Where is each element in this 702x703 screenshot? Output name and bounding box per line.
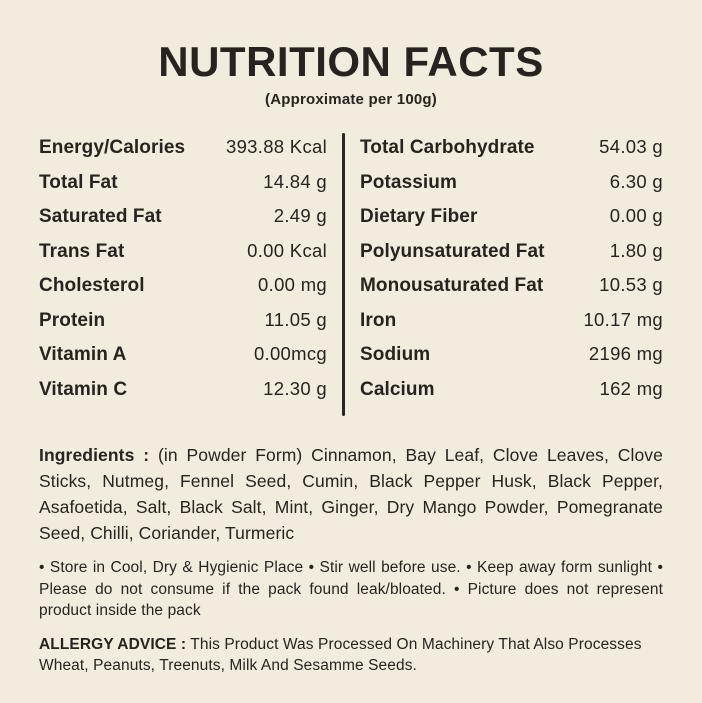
nutrition-table — [39, 133, 663, 416]
nutrient-label: Sodium — [360, 344, 431, 366]
storage-instructions: • Store in Cool, Dry & Hygienic Place • Stir well before use. • Keep away form sunlight • Please do not consume if the pack found leak/bloated. • Picture does not represent product inside the pack — [39, 559, 663, 620]
nutrient-value: 0.00 mg — [258, 274, 327, 296]
nutrient-label: Vitamin A — [39, 344, 127, 366]
nutrient-value: 2196 mg — [588, 343, 663, 365]
nutrient-value: 14.84 g — [263, 170, 327, 192]
page-title: NUTRITION FACTS — [158, 38, 544, 85]
nutrient-label: Saturated Fat — [39, 206, 162, 228]
nutrition-row — [39, 274, 327, 309]
nutrition-row — [360, 171, 663, 206]
nutrition-row — [39, 378, 327, 413]
nutrient-value: 11.05 g — [264, 308, 327, 330]
nutrient-value: 6.30 g — [609, 170, 663, 192]
nutrition-row — [360, 205, 663, 240]
nutrient-value: 2.49 g — [273, 205, 327, 227]
nutrition-row — [39, 205, 327, 240]
nutrition-row — [360, 274, 663, 309]
nutrient-label: Trans Fat — [39, 240, 125, 262]
nutrient-label: Potassium — [360, 171, 457, 193]
ingredients-body: (in Powder Form) Cinnamon, Bay Leaf, Clove Leaves, Clove Sticks, Nutmeg, Fennel Seed, Cumin, Black Pepper Husk, Black Pepper, Asafoetida, Salt, Black Salt, Mint, Ginger, Dry Mango Powder, Pomegranate Seed, Chilli, Coriander, Turmeric — [39, 445, 663, 544]
nutrition-column-right — [360, 133, 663, 416]
nutrient-value: 10.53 g — [599, 274, 663, 296]
nutrient-value: 1.80 g — [609, 239, 663, 261]
nutrient-value: 0.00mcg — [253, 343, 327, 365]
nutrient-label: Vitamin C — [39, 378, 128, 400]
nutrition-row — [360, 378, 663, 413]
nutrition-row — [39, 136, 327, 171]
ingredients-lead: Ingredients : — [39, 445, 150, 466]
allergy-body: This Product Was Processed On Machinery That Also Processes Wheat, Peanuts, Treenuts, Milk And Sesamme Seeds. — [39, 635, 642, 674]
allergy-advice — [39, 634, 663, 676]
nutrition-row — [39, 309, 327, 344]
nutrient-value: 10.17 mg — [583, 308, 663, 330]
nutrition-row — [39, 171, 327, 206]
nutrient-label: Protein — [39, 309, 106, 331]
nutrient-value: 393.88 Kcal — [225, 136, 327, 158]
nutrient-value: 12.30 g — [263, 377, 327, 399]
nutrition-row — [360, 309, 663, 344]
nutrient-label: Total Fat — [39, 171, 118, 193]
nutrient-value: 54.03 g — [599, 136, 663, 158]
nutrition-row — [39, 240, 327, 275]
nutrient-label: Total Carbohydrate — [360, 137, 535, 159]
column-divider — [342, 133, 345, 416]
nutrition-column-left — [39, 133, 327, 416]
nutrient-label: Calcium — [360, 378, 435, 400]
nutrition-row — [360, 343, 663, 378]
nutrition-row — [360, 136, 663, 171]
nutrient-value: 0.00 g — [609, 205, 663, 227]
nutrition-row — [39, 343, 327, 378]
nutrient-value: 0.00 Kcal — [247, 239, 327, 261]
ingredients-text — [39, 442, 663, 546]
nutrient-label: Energy/Calories — [39, 137, 186, 159]
nutrient-value: 162 mg — [599, 377, 663, 399]
nutrient-label: Dietary Fiber — [360, 206, 478, 228]
nutrient-label: Monousaturated Fat — [360, 275, 544, 297]
nutrient-label: Iron — [360, 309, 397, 331]
nutrition-row — [360, 240, 663, 275]
page-subtitle: (Approximate per 100g) — [265, 91, 437, 109]
nutrient-label: Polyunsaturated Fat — [360, 240, 545, 262]
nutrient-label: Cholesterol — [39, 275, 145, 297]
allergy-lead: ALLERGY ADVICE : — [39, 635, 187, 653]
